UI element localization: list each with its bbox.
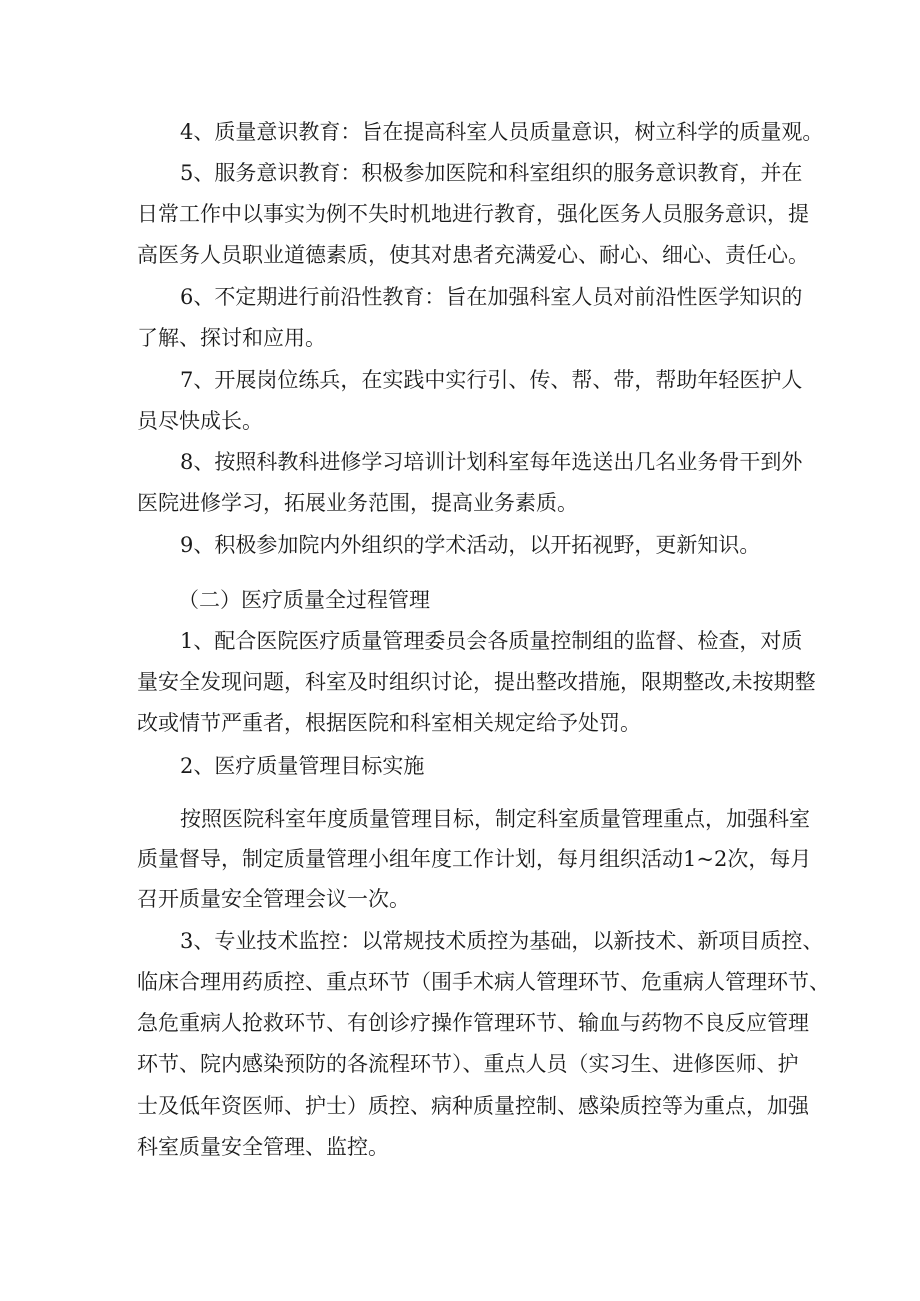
text-line: 7、开展岗位练兵，在实践中实行引、传、帮、带，帮助年轻医护人 [180,368,803,392]
text-line: 4、质量意识教育：旨在提高科室人员质量意识，树立科学的质量观。 [180,120,824,144]
text-line: 急危重病人抢救环节、有创诊疗操作管理环节、输血与药物不良反应管理 [137,1011,809,1035]
text-line: 了解、探讨和应用。 [137,326,326,350]
text-line: 6、不定期进行前沿性教育：旨在加强科室人员对前沿性医学知识的 [180,285,803,309]
text-line: 环节、院内感染预防的各流程环节）、重点人员（实习生、进修医师、护 [137,1052,799,1076]
text-line: 3、专业技术监控：以常规技术质控为基础，以新技术、新项目质控、 [180,929,824,953]
section-heading: （二）医疗质量全过程管理 [178,588,430,612]
text-line: 士及低年资医师、护士）质控、病种质量控制、感染质控等为重点，加强 [137,1094,809,1118]
text-line: 日常工作中以事实为例不失时机地进行教育，强化医务人员服务意识，提 [137,202,809,226]
text-line: 临床合理用药质控、重点环节（围手术病人管理环节、危重病人管理环节、 [137,970,830,994]
text-line: 1、配合医院医疗质量管理委员会各质量控制组的监督、检查，对质 [180,629,803,653]
text-line: 按照医院科室年度质量管理目标，制定科室质量管理重点，加强科室 [180,807,810,831]
text-line: 改或情节严重者，根据医院和科室相关规定给予处罚。 [137,711,641,735]
text-line: 5、服务意识教育：积极参加医院和科室组织的服务意识教育，并在 [180,161,803,185]
text-line: 量安全发现问题，科室及时组织讨论，提出整改措施，限期整改,未按期整 [137,670,816,694]
text-line: 高医务人员职业道德素质，使其对患者充满爱心、耐心、细心、责任心。 [137,243,809,267]
text-line: 召开质量安全管理会议一次。 [137,887,410,911]
text-line: 2、医疗质量管理目标实施 [180,754,425,778]
text-line: 9、积极参加院内外组织的学术活动，以开拓视野，更新知识。 [180,533,761,557]
text-line: 医院进修学习，拓展业务范围，提高业务素质。 [137,491,578,515]
text-line: 质量督导，制定质量管理小组年度工作计划，每月组织活动1~2次，每月 [137,847,812,871]
text-line: 8、按照科教科进修学习培训计划科室每年选送出几名业务骨干到外 [180,450,803,474]
text-line: 员尽快成长。 [137,409,263,433]
text-line: 科室质量安全管理、监控。 [137,1135,389,1159]
